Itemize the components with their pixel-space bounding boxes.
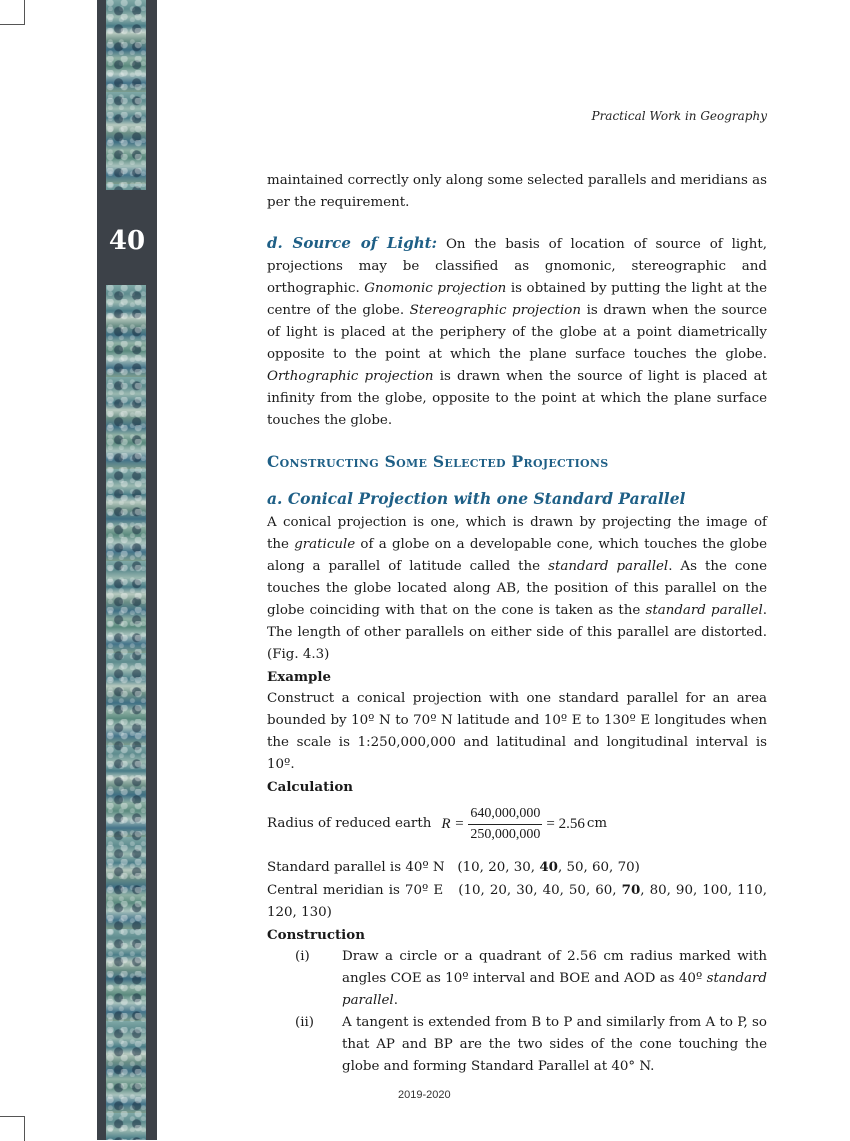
source-of-light-label: d. Source of Light:: [267, 234, 438, 252]
formula-result: = 2.56: [546, 816, 585, 832]
construction-step: [267, 1012, 767, 1078]
construction-label: Construction: [267, 927, 365, 943]
example-paragraph: Construct a conical projection with one standard parallel for an area bounded by 10º N to 70º N latitude and 10º E to 130º E longitudes when the scale is 1:250,000,000 and latitudinal and longitudinal interval is 10º.: [267, 691, 767, 772]
standard-parallel-line: Standard parallel is 40º N (10, 20, 30, 40, 50, 60, 70): [267, 859, 640, 875]
formula-fraction: [468, 804, 542, 845]
conical-paragraph: A conical projection is one, which is drawn by projecting the image of the graticule of a globe on a developable cone, which touches the globe along a parallel of latitude called the standard parallel. As the cone touches the globe located along AB, the position of this parallel on the globe coinciding with that on the cone is taken as the standard parallel. The length of other parallels on either side of this parallel are distorted. (Fig. 4.3): [267, 515, 768, 662]
formula-denominator: 250,000,000: [470, 826, 541, 842]
section-heading: Constructing Some Selected Projections: [267, 452, 609, 471]
conical-projection-title: a. Conical Projection with one Standard Parallel: [267, 489, 686, 508]
term-stereographic: Stereographic projection: [409, 303, 581, 318]
step-marker: (ii): [295, 1015, 315, 1030]
formula-symbol: R =: [441, 816, 465, 832]
radius-label: Radius of reduced earth: [267, 816, 432, 831]
running-head: Practical Work in Geography: [591, 109, 767, 123]
step-marker: (i): [295, 949, 310, 964]
page-content: [267, 170, 767, 1078]
intro-paragraph: maintained correctly only along some selected parallels and meridians as per the requirement.: [267, 173, 767, 210]
formula-unit: cm: [586, 816, 608, 831]
radius-formula: [267, 798, 767, 850]
source-of-light-paragraph: d. Source of Light: On the basis of location of source of light, projections may be classified as gnomonic, stereographic and orthographic. Gnomonic projection is obtained by putting the light at the centre of the globe. Stereographic projection is drawn when the source of light is placed at the periphery of the globe at a point diametrically opposite to the point at which the plane surface touches the globe. Orthographic projection is drawn when the source of light is placed at infinity from the globe, opposite to the point at which the plane surface touches the globe.: [267, 234, 768, 428]
formula-numerator: 640,000,000: [468, 804, 542, 825]
satellite-strip-top: [106, 0, 146, 190]
central-meridian-line: Central meridian is 70º E (10, 20, 30, 40, 50, 60, 70, 80, 90, 100, 110, 120, 130): [267, 882, 767, 920]
satellite-strip-bottom: [106, 285, 146, 1140]
construction-steps: [267, 946, 767, 1078]
footer-year: 2019-2020: [398, 1089, 451, 1101]
term-gnomonic: Gnomonic projection: [364, 281, 507, 296]
term-orthographic: Orthographic projection: [267, 369, 434, 384]
step-text: A tangent is extended from B to P and similarly from A to P, so that AP and BP are the two sides of the cone touching the globe and forming Standard Parallel at 40° N.: [342, 1015, 767, 1074]
crop-mark-top: [0, 0, 25, 25]
crop-mark-bottom: [0, 1116, 25, 1141]
construction-step: [267, 946, 767, 1012]
example-label: Example: [267, 669, 332, 685]
page-number: 40: [108, 226, 146, 256]
calculation-label: Calculation: [267, 779, 354, 795]
step-text: Draw a circle or a quadrant of 2.56 cm radius marked with angles COE as 10º interval and BOE and AOD as 40º standard parallel.: [342, 949, 767, 1008]
